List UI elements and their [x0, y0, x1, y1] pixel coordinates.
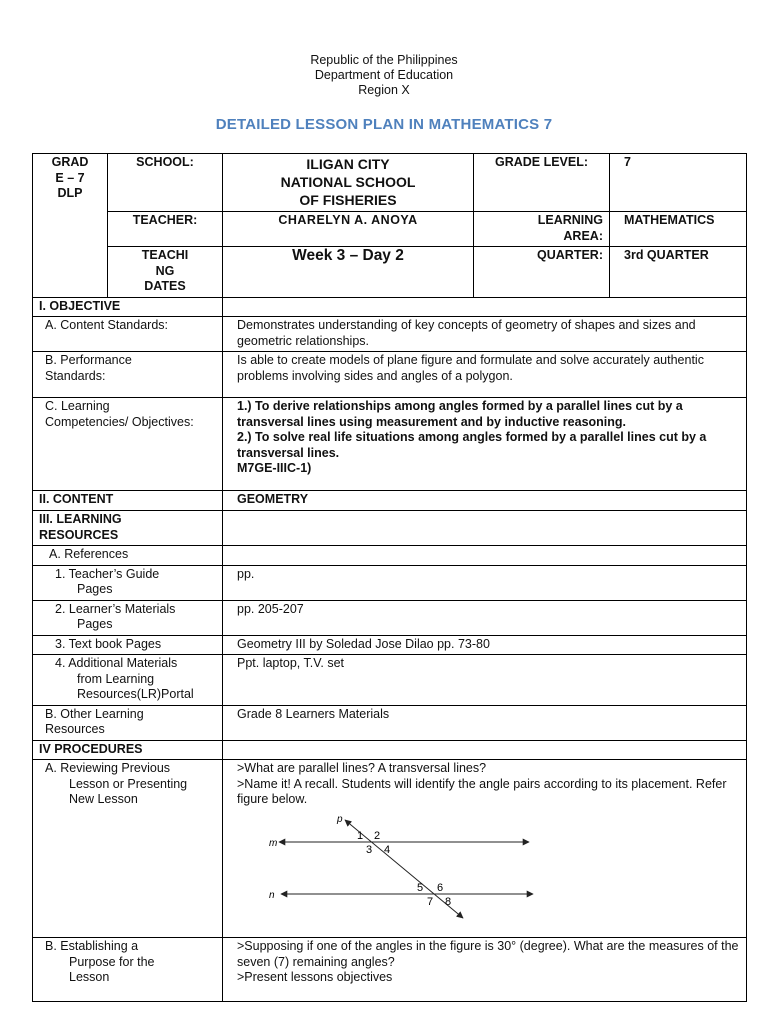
- additional-materials-label-line: 4. Additional Materials: [55, 656, 178, 670]
- teaching-dates-label: [108, 247, 223, 298]
- learners-materials-label: [33, 600, 223, 635]
- teaching-dates-value: Week 3 – Day 2: [223, 247, 474, 298]
- grade-level-label: GRADE LEVEL:: [474, 154, 610, 212]
- other-resources-label-line: Resources: [45, 722, 105, 736]
- resources-heading: [33, 511, 223, 546]
- reviewing-label-line: New Lesson: [69, 792, 138, 806]
- objective-heading-row: [33, 297, 747, 317]
- reviewing-label-line: Lesson or Presenting: [69, 776, 188, 791]
- quarter-label: QUARTER:: [474, 247, 610, 298]
- reviewing-lesson-label: [33, 760, 223, 938]
- procedures-heading-row: [33, 740, 747, 760]
- reviewing-label-line: A. Reviewing Previous: [45, 761, 171, 775]
- grade-dlp-cell: [33, 154, 108, 298]
- establishing-question: >Supposing if one of the angles in the figure is 30° (degree). What are the measures of the seven (7) remaining angles?: [237, 939, 739, 969]
- header-department: Department of Education: [314, 68, 454, 82]
- other-resources-label-line: B. Other Learning: [45, 706, 144, 721]
- school-value-line: OF FISHERIES: [299, 192, 397, 208]
- teacher-value: CHARELYN A. ANOYA: [223, 212, 474, 247]
- angle-1: 1: [357, 829, 364, 842]
- label-p: p: [337, 813, 343, 825]
- teachers-guide-label-line: 1. Teacher’s Guide: [55, 566, 160, 581]
- content-heading: II. CONTENT: [33, 491, 223, 511]
- performance-label-line: Standards:: [45, 368, 106, 383]
- content-value: GEOMETRY: [223, 491, 747, 511]
- label-n: n: [269, 889, 275, 901]
- angle-4: 4: [384, 843, 391, 856]
- label-m: m: [269, 837, 278, 849]
- procedures-heading-blank: [223, 740, 747, 760]
- angle-2: 2: [374, 829, 381, 842]
- competency-code: M7GE-IIIC-1): [237, 461, 312, 475]
- learners-materials-label-line: 2. Learner’s Materials: [55, 601, 176, 616]
- establishing-purpose-value: [223, 938, 747, 1002]
- reviewing-lesson-row: [33, 760, 747, 938]
- angle-8: 8: [445, 895, 452, 908]
- content-standards-value: Demonstrates understanding of key concepts of geometry of shapes and sizes and geometric relationships.: [223, 317, 747, 352]
- angle-3: 3: [366, 843, 373, 856]
- references-blank: [223, 546, 747, 566]
- content-standards-row: [33, 317, 747, 352]
- reviewing-lesson-value: [223, 760, 747, 938]
- resources-heading-line: III. LEARNING: [39, 512, 122, 526]
- parallel-lines-figure: [251, 810, 551, 922]
- additional-materials-label-line: Resources(LR)Portal: [77, 687, 194, 701]
- other-resources-value: Grade 8 Learners Materials: [223, 705, 747, 740]
- lesson-plan-table: [32, 153, 747, 1002]
- quarter-value: 3rd QUARTER: [610, 247, 747, 298]
- performance-label-line: B. Performance: [45, 353, 132, 367]
- objective-heading-blank: [223, 297, 747, 317]
- performance-standards-row: [33, 352, 747, 398]
- teachers-guide-row: [33, 565, 747, 600]
- establishing-label-line: Lesson: [69, 970, 110, 984]
- competencies-label: [33, 398, 223, 491]
- establishing-label-line: B. Establishing a: [45, 939, 139, 953]
- content-standards-label: A. Content Standards:: [33, 317, 223, 352]
- learning-area-value: MATHEMATICS: [610, 212, 747, 247]
- resources-heading-line: RESOURCES: [39, 527, 119, 542]
- additional-materials-row: [33, 655, 747, 706]
- document-title: DETAILED LESSON PLAN IN MATHEMATICS 7: [215, 116, 553, 133]
- header-republic: Republic of the Philippines: [310, 53, 458, 67]
- establishing-purpose-label: [33, 938, 223, 1002]
- angle-6: 6: [437, 881, 444, 894]
- teachers-guide-label: [33, 565, 223, 600]
- school-value: [223, 154, 474, 212]
- school-value-line: NATIONAL SCHOOL: [280, 174, 416, 190]
- resources-heading-row: [33, 511, 747, 546]
- objective-heading: I. OBJECTIVE: [33, 297, 223, 317]
- performance-standards-label: [33, 352, 223, 398]
- teaching-dates-label-line: NG: [155, 263, 175, 278]
- teaching-dates-label-line: TEACHI: [141, 248, 189, 262]
- procedures-heading: IV PROCEDURES: [33, 740, 223, 760]
- competencies-label-line: Competencies/ Objectives:: [45, 414, 194, 429]
- learning-area-label-line: AREA:: [563, 228, 603, 243]
- competency-1: 1.) To derive relationships among angles formed by a parallel lines cut by a transversal lines using measurement and by inductive reasoning.: [237, 399, 683, 429]
- grade-dlp-line: GRAD: [51, 155, 89, 169]
- angle-7: 7: [427, 895, 434, 908]
- teaching-dates-row: [33, 247, 747, 298]
- establishing-objectives: >Present lessons objectives: [237, 970, 393, 984]
- learning-area-label-line: LEARNING: [537, 213, 603, 227]
- competencies-label-line: C. Learning: [45, 399, 110, 413]
- reviewing-instruction: >Name it! A recall. Students will identify the angle pairs according to its placement. Refer figure below.: [237, 776, 727, 806]
- other-resources-label: [33, 705, 223, 740]
- grade-dlp-line: DLP: [57, 186, 83, 200]
- performance-standards-value: Is able to create models of plane figure and formulate and solve accurately authentic problems involving sides and angles of a polygon.: [223, 352, 747, 398]
- angle-5: 5: [417, 881, 424, 894]
- learners-materials-label-line: Pages: [77, 617, 113, 631]
- school-row: [33, 154, 747, 212]
- additional-materials-label: [33, 655, 223, 706]
- competencies-row: [33, 398, 747, 491]
- grade-dlp-line: E – 7: [55, 170, 85, 185]
- header-region: Region X: [358, 83, 410, 97]
- school-label: SCHOOL:: [108, 154, 223, 212]
- textbook-label: 3. Text book Pages: [33, 635, 223, 655]
- content-row: [33, 491, 747, 511]
- teachers-guide-value: pp.: [223, 565, 747, 600]
- textbook-value: Geometry III by Soledad Jose Dilao pp. 73-80: [223, 635, 747, 655]
- learners-materials-row: [33, 600, 747, 635]
- learning-area-label: [474, 212, 610, 247]
- teachers-guide-label-line: Pages: [77, 582, 113, 596]
- teaching-dates-label-line: DATES: [144, 279, 186, 293]
- competency-2: 2.) To solve real life situations among angles formed by a parallel lines cut by a transversal lines.: [237, 430, 707, 460]
- grade-level-value: 7: [610, 154, 747, 212]
- learners-materials-value: pp. 205-207: [223, 600, 747, 635]
- other-resources-row: [33, 705, 747, 740]
- references-label: A. References: [33, 546, 223, 566]
- teacher-row: [33, 212, 747, 247]
- competencies-value: [223, 398, 747, 491]
- additional-materials-label-line: from Learning: [77, 671, 155, 686]
- resources-heading-blank: [223, 511, 747, 546]
- references-row: [33, 546, 747, 566]
- establishing-purpose-row: [33, 938, 747, 1002]
- establishing-label-line: Purpose for the: [69, 954, 155, 969]
- teacher-label: TEACHER:: [108, 212, 223, 247]
- school-value-line: ILIGAN CITY: [306, 156, 390, 172]
- reviewing-question: >What are parallel lines? A transversal lines?: [237, 761, 487, 775]
- textbook-row: [33, 635, 747, 655]
- additional-materials-value: Ppt. laptop, T.V. set: [223, 655, 747, 706]
